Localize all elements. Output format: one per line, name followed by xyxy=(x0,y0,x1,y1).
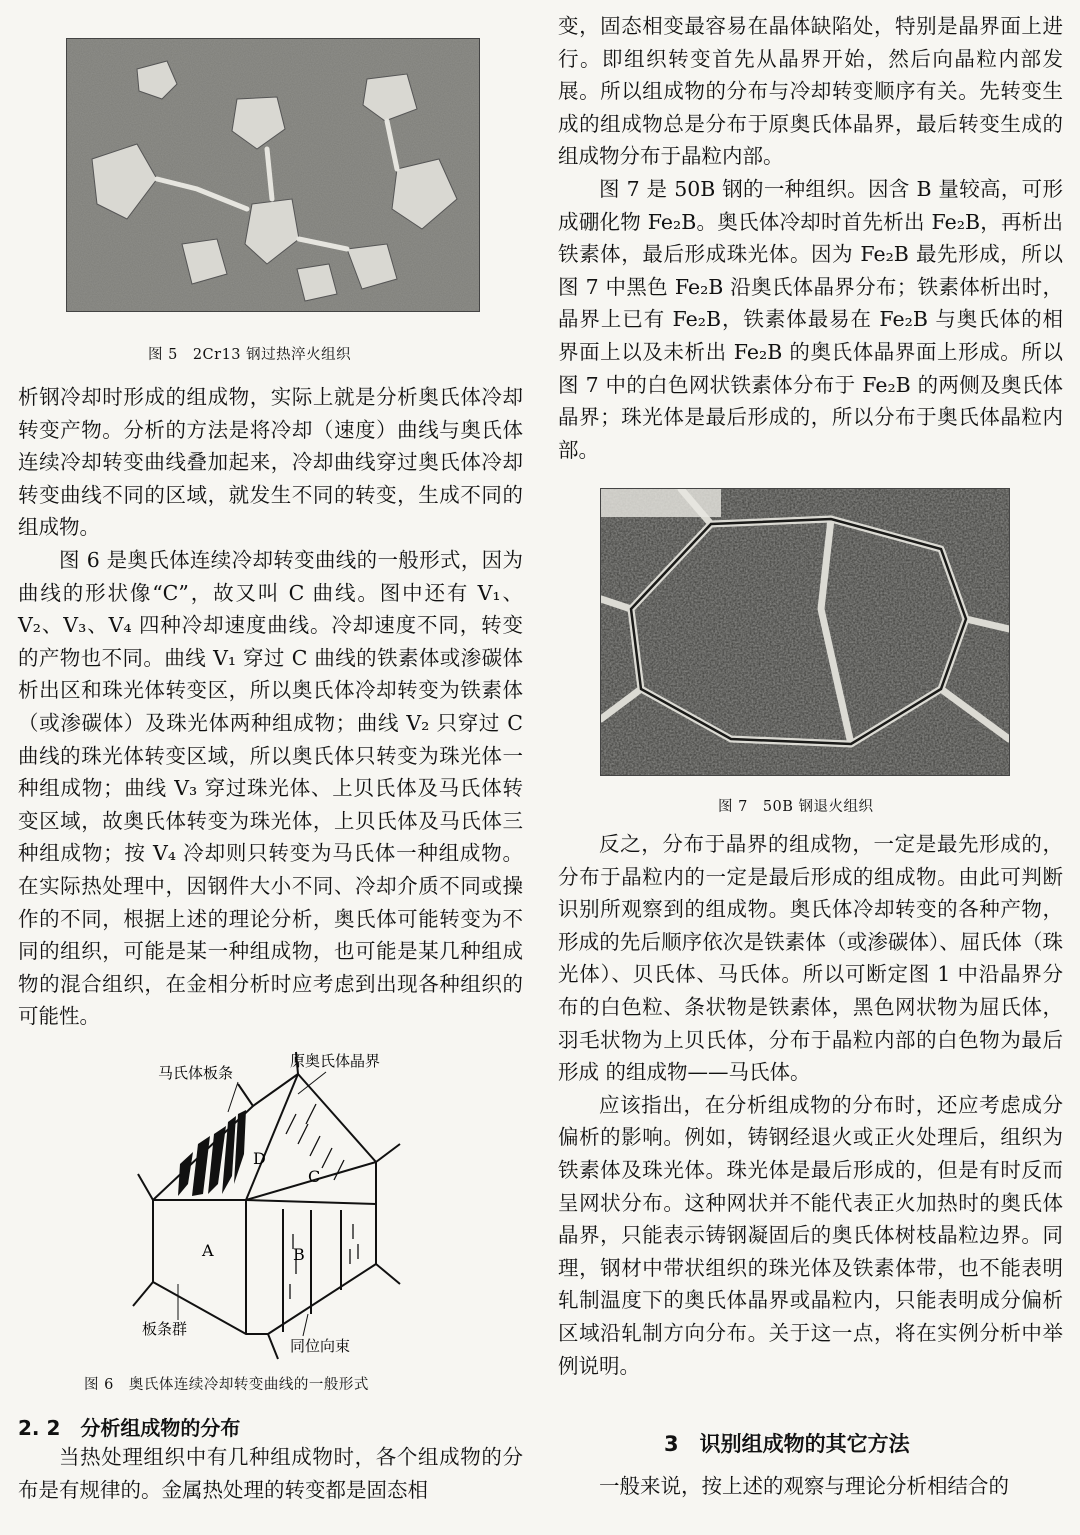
left-paragraph-1: 析钢冷却时形成的组成物，实际上就是分析奥氏体冷却转变产物。分析的方法是将冷却（速度）曲线与奥氏体连续冷却转变曲线叠加起来，冷却曲线穿过奥氏体冷却转变曲线不同的区域，就发生不同的转变，生成不同的组成物。 xyxy=(18,385,523,540)
region-label-C: C xyxy=(308,1167,321,1186)
right-paragraph-4: 应该指出，在分析组成物的分布时，还应考虑成分偏析的影响。例如，铸钢经退火或正火处理后，组织为铁素体及珠光体。珠光体是最后形成的，但是有时反而呈网状分布。这种网状并不能代表正火加热时的奥氏体晶界，只能表示铸钢凝固后的奥氏体树枝晶粒边界。同理，钢材中带状组织的珠光体及铁素体带，也不能表明轧制温度下的奥氏体晶界或晶粒内，只能表明成分偏析区域沿轧制方向分布。关于这一点，将在实例分析中举例说明。 xyxy=(558,1092,1063,1378)
label-lath-group: 板条群 xyxy=(142,1320,188,1338)
right-paragraph-1: 变，固态相变最容易在晶体缺陷处，特别是晶界面上进行。即组织转变首先从晶界开始，然后向晶粒内部发展。所以组成物的分布与冷却转变顺序有关。先转变生成的组成物总是分布于原奥氏体晶界，最后转变生成的组成物分布于晶粒内部。 xyxy=(558,14,1063,169)
figure-6-svg xyxy=(118,1044,438,1360)
region-label-D: D xyxy=(253,1149,266,1168)
figure-6-diagram xyxy=(118,1044,438,1360)
right-column-top xyxy=(558,10,1063,466)
figure-5-micrograph xyxy=(66,38,480,312)
figure-5-caption: 图 5 2Cr13 钢过热淬火组织 xyxy=(148,347,352,363)
figure-7-image xyxy=(601,489,1009,775)
figure-6-caption: 图 6 奥氏体连续冷却转变曲线的一般形式 xyxy=(84,1377,369,1393)
right-column-bottom xyxy=(558,1470,1063,1503)
left-paragraph-3: 当热处理组织中有几种组成物时，各个组成物的分布是有规律的。金属热处理的转变都是固态相 xyxy=(18,1445,523,1502)
figure-5-image xyxy=(67,39,479,311)
left-column-body xyxy=(18,381,523,1033)
right-paragraph-5: 一般来说，按上述的观察与理论分析相结合的 xyxy=(599,1474,1009,1498)
right-paragraph-3: 反之，分布于晶界的组成物，一定是最先形成的，分布于晶粒内的一定是最后形成的组成物。由此可判断识别所观察到的组成物。奥氏体冷却转变的各种产物，形成的先后顺序依次是铁素体（或渗碳体）、屈氏体（珠光体）、贝氏体、马氏体。所以可断定图 1 中沿晶界分布的白色粒、条状物是铁素体，黑色网状物为屈氏体，羽毛状物为上贝氏体，分布于晶粒内部的白色物为最后形成 的组成物——马氏体。 xyxy=(558,832,1063,1085)
figure-7-caption: 图 7 50B 钢退火组织 xyxy=(718,799,874,815)
section-heading-2-2: 2. 2 分析组成物的分布 xyxy=(18,1416,241,1440)
label-same-orientation-bundle: 同位向束 xyxy=(290,1337,351,1355)
right-paragraph-2: 图 7 是 50B 钢的一种组织。因含 B 量较高，可形成硼化物 Fe₂B。奥氏体冷却时首先析出 Fe₂B，再析出铁素体，最后形成珠光体。因为 Fe₂B 最先形成，所以图 7 中黑色 Fe₂B 沿奥氏体晶界分布；铁素体析出时，晶界上已有 Fe₂B，铁素体最易在 Fe₂B 与奥氏体的相界面上以及未析出 Fe₂B 的奥氏体晶界面上形成。所以图 7 中的白色网状铁素体分布于 Fe₂B 的两侧及奥氏体晶界；珠光体是最后形成的，所以分布于奥氏体晶粒内部。 xyxy=(558,176,1063,462)
label-prior-grain-boundary: 原奥氏体晶界 xyxy=(290,1052,381,1070)
region-label-A: A xyxy=(202,1241,214,1260)
left-paragraph-2: 图 6 是奥氏体连续冷却转变曲线的一般形式，因为曲线的形状像“C”，故又叫 C 曲线。图中还有 V₁、V₂、V₃、V₄ 四种冷却速度曲线。冷却速度不同，转变的产物也不同。曲线 V₁ 穿过 C 曲线的铁素体或渗碳体析出区和珠光体转变区，所以奥氏体冷却转变为铁素体（或渗碳体）及珠光体两种组成物；曲线 V₂ 只穿过 C 曲线的珠光体转变区域，所以奥氏体只转变为珠光体一种组成物；曲线 V₃ 穿过珠光体、上贝氏体及马氏体转变区域，故奥氏体转变为珠光体，上贝氏体及马氏体三种组成物；按 V₄ 冷却则只转变为马氏体一种组成物。在实际热处理中，因钢件大小不同、冷却介质不同或操作的不同，根据上述的理论分析，奥氏体可能转变为不同的组织，可能是某一种组成物，也可能是某几种组成物的混合组织，在金相分析时应考虑到出现各种组织的可能性。 xyxy=(18,547,523,1029)
label-martensite-laths: 马氏体板条 xyxy=(158,1064,234,1082)
left-column-bottom xyxy=(18,1441,523,1506)
section-heading-3: 3 识别组成物的其它方法 xyxy=(664,1432,910,1456)
region-label-B: B xyxy=(293,1245,305,1264)
figure-7-micrograph xyxy=(600,488,1010,776)
right-column-middle xyxy=(558,828,1063,1382)
